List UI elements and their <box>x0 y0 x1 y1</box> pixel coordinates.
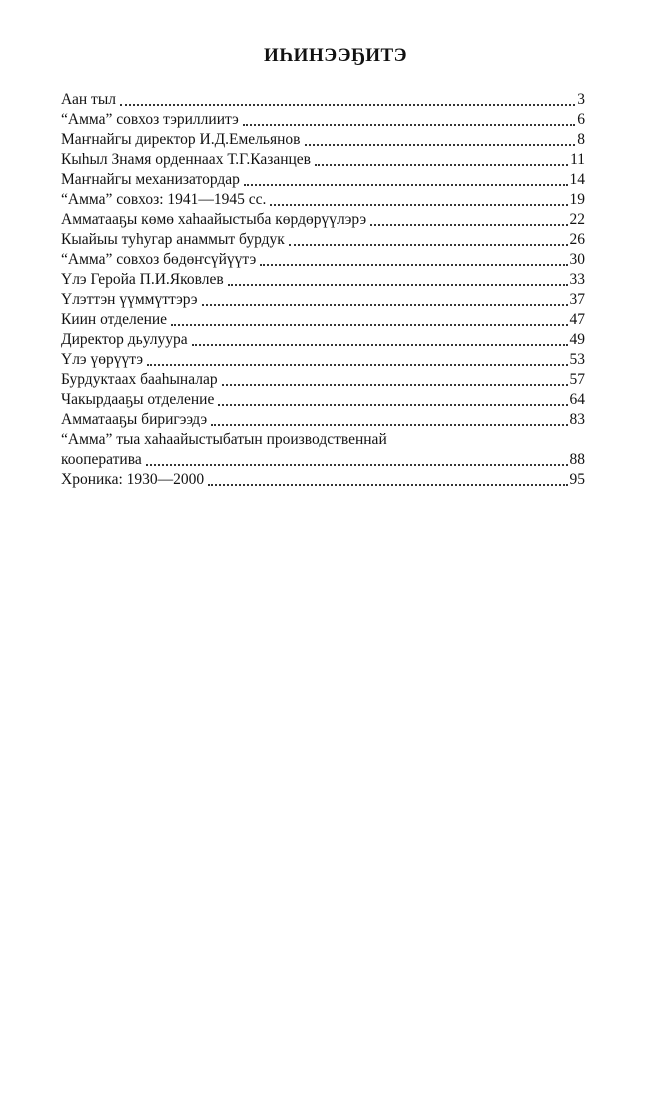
toc-entry-title: Амматааҕы көмө хаһаайыстыба көрдөрүүлэрэ <box>61 211 367 228</box>
toc-entry[interactable] <box>61 250 585 270</box>
toc-page-number: 49 <box>569 331 585 348</box>
toc-entry-title: “Амма” совхоз бөдөҥсүйүүтэ <box>61 251 257 268</box>
toc-page-number: 26 <box>569 231 585 248</box>
toc-entry-title: Бурдуктаах бааһыналар <box>61 371 218 388</box>
toc-page-number: 88 <box>569 451 585 468</box>
dot-leader <box>289 244 568 246</box>
toc-entry[interactable] <box>61 390 585 410</box>
toc-page-number: 53 <box>569 351 585 368</box>
toc-entry-line2 <box>61 450 585 470</box>
dot-leader <box>147 364 567 366</box>
toc-entry-title-wrap <box>61 430 585 470</box>
toc-page-number: 19 <box>569 191 585 208</box>
toc-page-number: 37 <box>569 291 585 308</box>
toc-page-number: 14 <box>569 171 585 188</box>
dot-leader <box>260 264 567 266</box>
toc-entry[interactable] <box>61 230 585 250</box>
toc-entry-title: Директор дьулуура <box>61 331 188 348</box>
toc-entry[interactable] <box>61 90 585 110</box>
toc-entry-title: “Амма” совхоз: 1941—1945 сс. <box>61 191 267 208</box>
toc-entry-title-line1: “Амма” тыа хаһаайыстыбатын производственнай <box>61 431 387 448</box>
toc-entry-title: Үлэ үөрүүтэ <box>61 351 144 368</box>
toc-entry-title: Чакырдааҕы отделение <box>61 391 215 408</box>
dot-leader <box>270 204 567 206</box>
toc-entry[interactable] <box>61 370 585 390</box>
dot-leader <box>171 324 567 326</box>
toc-entry[interactable] <box>61 170 585 190</box>
dot-leader <box>211 424 567 426</box>
toc-page-number: 64 <box>569 391 585 408</box>
dot-leader <box>244 184 568 186</box>
toc-entry-title: Үлэ Геройа П.И.Яковлев <box>61 271 224 288</box>
toc-entry-title: Кыһыл Знамя орденнаах Т.Г.Казанцев <box>61 151 311 168</box>
toc-page-number: 57 <box>569 371 585 388</box>
toc-entry[interactable] <box>61 350 585 370</box>
toc-page-number: 83 <box>569 411 585 428</box>
toc-entry-title: “Амма” совхоз тэриллиитэ <box>61 111 239 128</box>
table-of-contents <box>61 90 585 490</box>
dot-leader <box>315 164 568 166</box>
toc-entry-title: Киин отделение <box>61 311 168 328</box>
dot-leader <box>208 484 567 486</box>
dot-leader <box>222 384 568 386</box>
toc-entry-title: Амматааҕы биригээдэ <box>61 411 208 428</box>
toc-entry-multiline[interactable] <box>61 430 585 470</box>
toc-entry[interactable] <box>61 130 585 150</box>
toc-page-number: 6 <box>577 111 585 128</box>
toc-entry[interactable] <box>61 470 585 490</box>
dot-leader <box>202 304 568 306</box>
toc-entry[interactable] <box>61 410 585 430</box>
dot-leader <box>120 104 575 106</box>
toc-entry[interactable] <box>61 150 585 170</box>
toc-page-number: 47 <box>569 311 585 328</box>
toc-page-number: 3 <box>577 91 585 108</box>
dot-leader <box>218 404 567 406</box>
toc-entry[interactable] <box>61 270 585 290</box>
toc-entry-title: Хроника: 1930—2000 <box>61 471 205 488</box>
toc-page-number: 8 <box>577 131 585 148</box>
toc-entry-title: Аан тыл <box>61 91 116 108</box>
toc-entry-title: Кыайыы туһугар анаммыт бурдук <box>61 231 285 248</box>
dot-leader <box>370 224 567 226</box>
toc-entry[interactable] <box>61 190 585 210</box>
dot-leader <box>243 124 575 126</box>
toc-entry[interactable] <box>61 330 585 350</box>
page-title: ИҺИНЭЭҔИТЭ <box>263 45 408 66</box>
toc-entry-title: Үлэттэн үүммүттэрэ <box>61 291 198 308</box>
dot-leader <box>228 284 568 286</box>
dot-leader <box>146 464 568 466</box>
toc-entry[interactable] <box>61 310 585 330</box>
toc-page-number: 95 <box>569 471 585 488</box>
toc-page-number: 30 <box>569 251 585 268</box>
toc-page-number: 22 <box>569 211 585 228</box>
toc-entry[interactable] <box>61 110 585 130</box>
toc-entry[interactable] <box>61 290 585 310</box>
toc-entry-title-line2: кооператива <box>61 451 142 468</box>
dot-leader <box>305 144 576 146</box>
toc-entry-title: Маҥнайгы механизатордар <box>61 171 240 188</box>
toc-entry-title: Маҥнайгы директор И.Д.Емельянов <box>61 131 301 148</box>
toc-page-number: 11 <box>570 151 585 168</box>
dot-leader <box>192 344 568 346</box>
toc-entry[interactable] <box>61 210 585 230</box>
toc-page-number: 33 <box>569 271 585 288</box>
